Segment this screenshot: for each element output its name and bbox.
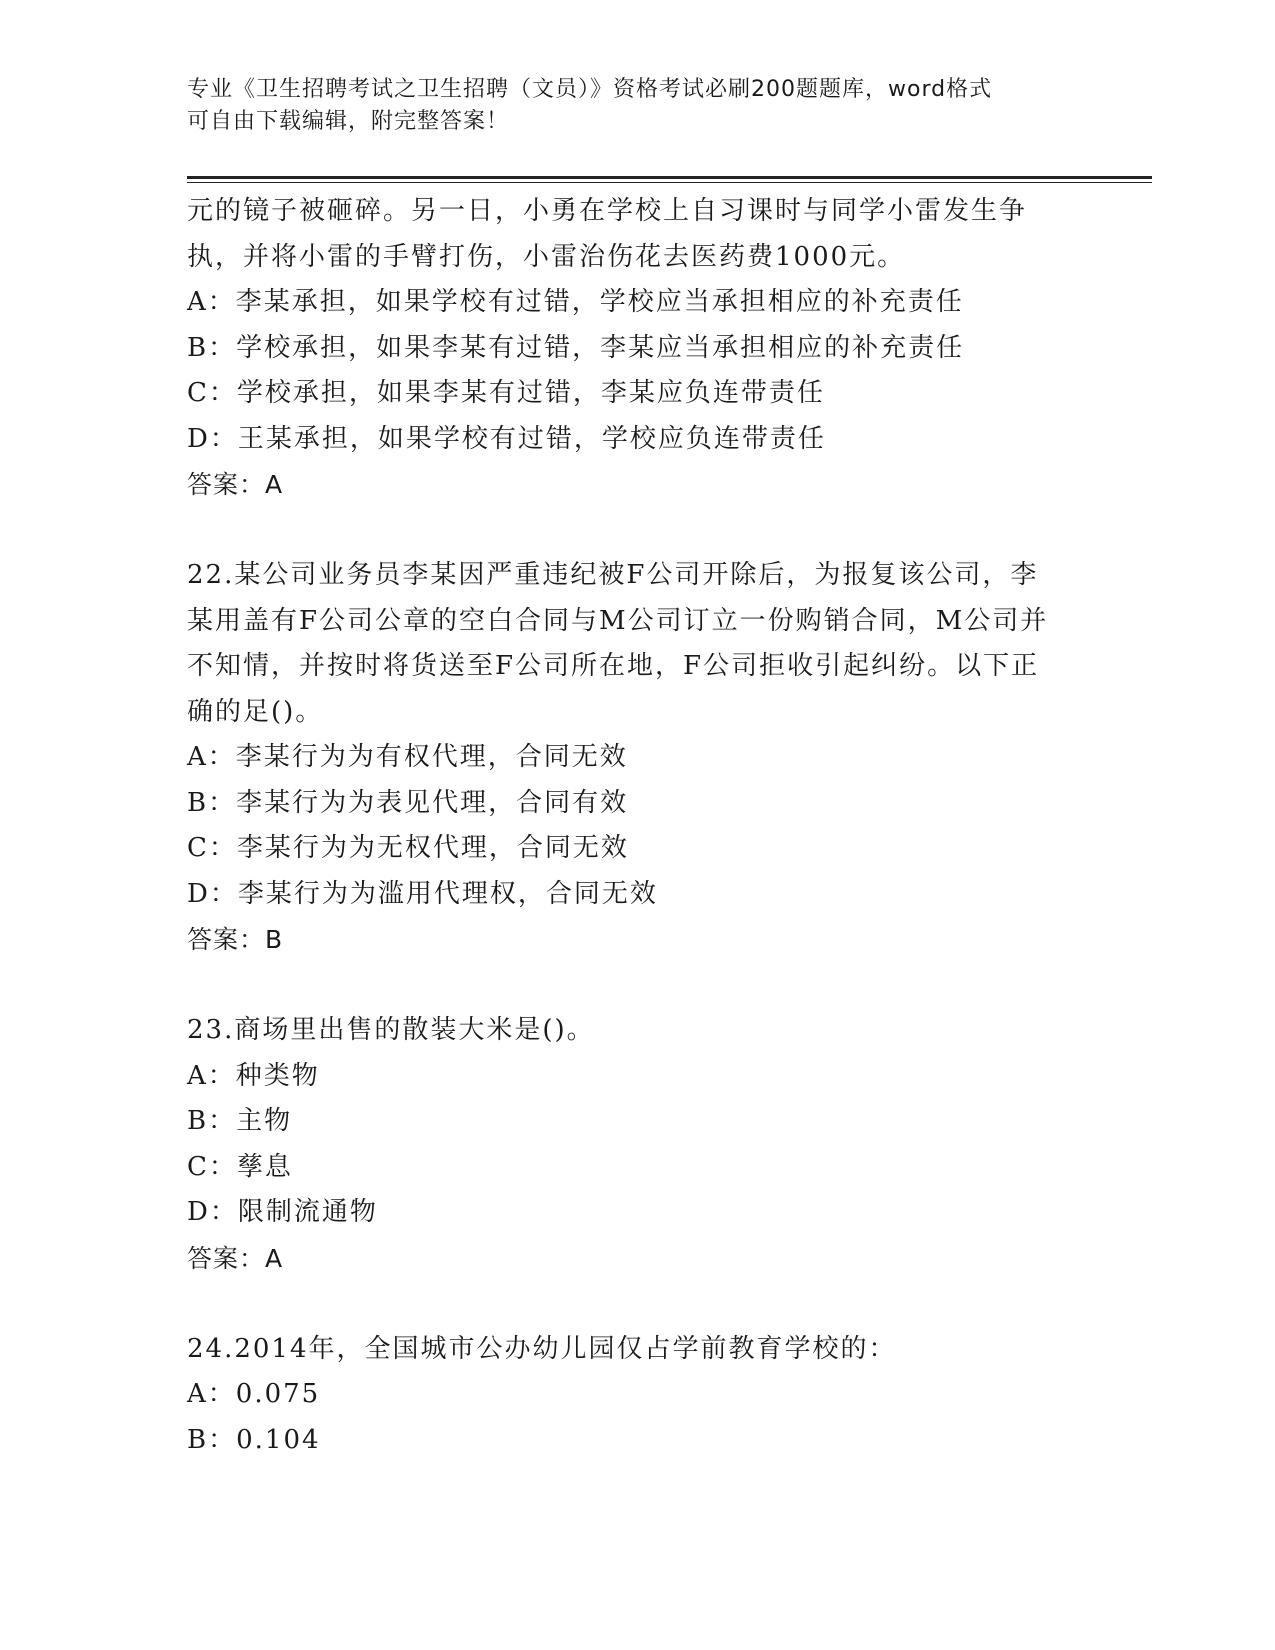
header-title-line-2: 可自由下载编辑，附完整答案！ — [187, 109, 510, 134]
option-b: B：李某行为为表见代理，合同有效 — [187, 787, 629, 818]
header-divider-thick — [187, 176, 1152, 179]
answer-line: 答案：A — [187, 1243, 284, 1273]
option-a: A：李某承担，如果学校有过错，学校应当承担相应的补充责任 — [187, 287, 964, 317]
question-text-line: 元的镜子被砸碎。另一日，小勇在学校上自习课时与同学小雷发生争 — [187, 196, 1028, 226]
spacer — [187, 963, 1087, 1009]
question-text-line: 22.某公司业务员李某因严重违纪被F公司开除后，为报复该公司，李 — [187, 560, 1039, 590]
question-text-line: 确的足()。 — [187, 696, 324, 727]
option-a: A：种类物 — [187, 1060, 320, 1091]
option-d: D：李某行为为滥用代理权，合同无效 — [187, 878, 658, 909]
question-text-line: 24.2014年，全国城市公办幼儿园仅占学前教育学校的： — [187, 1333, 897, 1364]
question-22 — [187, 553, 1087, 963]
option-c: C：孳息 — [187, 1151, 293, 1182]
spacer — [187, 508, 1087, 554]
question-24 — [187, 1327, 1087, 1464]
document-header — [187, 74, 1087, 138]
question-text-line: 执，并将小雷的手臂打伤，小雷治伤花去医药费1000元。 — [187, 241, 906, 272]
answer-line: 答案：B — [187, 925, 284, 954]
answer-line: 答案：A — [187, 470, 284, 499]
option-b: B：学校承担，如果李某有过错，李某应当承担相应的补充责任 — [187, 332, 965, 363]
spacer — [187, 1281, 1087, 1327]
question-content — [187, 189, 1087, 1463]
option-d: D：限制流通物 — [187, 1197, 378, 1227]
header-title-line-1: 专业《卫生招聘考试之卫生招聘（文员）》资格考试必刷200题题库，word格式 — [187, 77, 993, 102]
option-b: B：主物 — [187, 1106, 293, 1136]
option-a: A：李某行为为有权代理，合同无效 — [187, 742, 628, 772]
option-d: D：王某承担，如果学校有过错，学校应负连带责任 — [187, 423, 826, 454]
question-text-line: 23.商场里出售的散装大米是()。 — [187, 1015, 595, 1045]
question-23 — [187, 1008, 1087, 1281]
option-c: C：学校承担，如果李某有过错，李某应负连带责任 — [187, 378, 825, 408]
question-text-line: 某用盖有F公司公章的空白合同与M公司订立一份购销合同，M公司并 — [187, 605, 1049, 636]
option-c: C：李某行为为无权代理，合同无效 — [187, 833, 629, 863]
option-b: B：0.104 — [187, 1424, 321, 1455]
question-21-continuation — [187, 189, 1087, 508]
header-divider-thin — [187, 182, 1152, 183]
option-a: A：0.075 — [187, 1379, 321, 1409]
question-text-line: 不知情，并按时将货送至F公司所在地，F公司拒收引起纠纷。以下正 — [187, 651, 1040, 681]
